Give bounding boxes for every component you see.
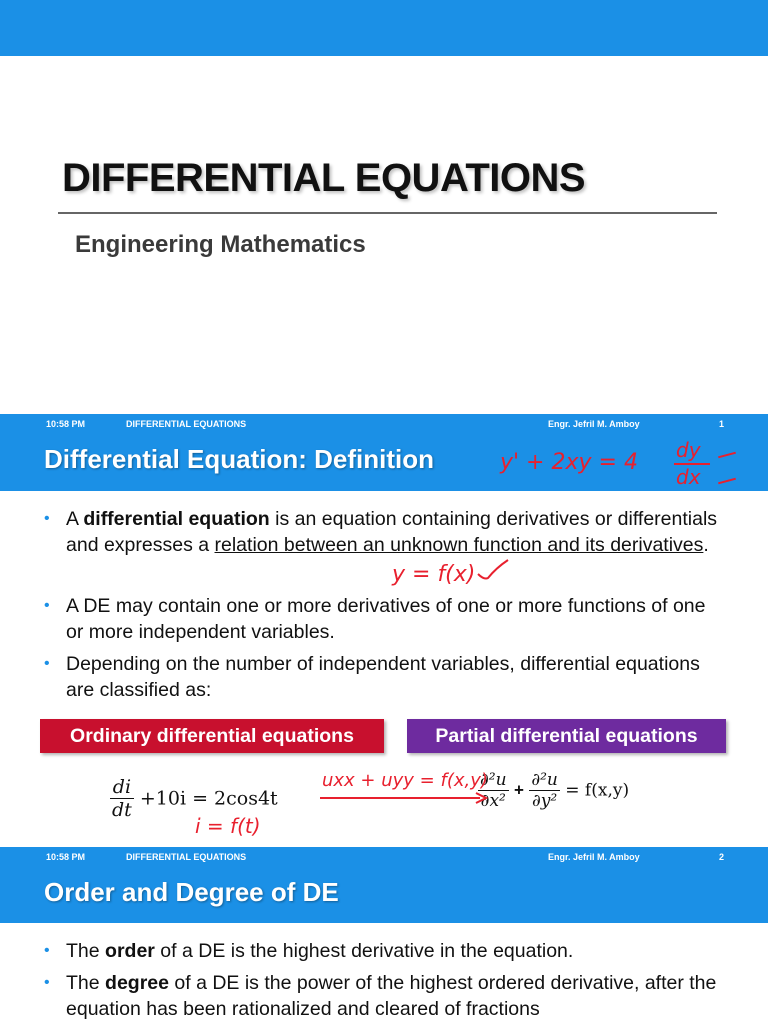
bullet-classification: • Depending on the number of independent variables, differential equations are classified as: xyxy=(44,653,700,701)
slide-subtitle: Engineering Mathematics xyxy=(75,231,366,258)
slide-meta-bar xyxy=(0,414,768,434)
handwritten-arrow-head-icon xyxy=(474,791,488,805)
meta-time: 10:58 PM xyxy=(46,852,86,862)
handwritten-example-de: y' + 2xy = 4 xyxy=(500,450,638,475)
bullet-order: • The order of a DE is the highest derivative in the equation. xyxy=(44,940,574,962)
meta-course: DIFFERENTIAL EQUATIONS xyxy=(126,419,247,429)
bullet-text: A differential equation is an equation containing derivatives or differentials and expresses a relation between an unknown function and its derivatives. xyxy=(66,508,718,556)
handwritten-pde-note: uxx + uyy = f(x,y) xyxy=(322,770,488,791)
title-divider xyxy=(58,212,717,214)
handwritten-dx: dx xyxy=(676,465,701,489)
meta-author: Engr. Jefril M. Amboy xyxy=(548,852,640,862)
handwritten-i-equals-ft: i = f(t) xyxy=(195,814,261,838)
pde-label-box: Partial differential equations xyxy=(407,719,726,753)
title-slide-top-bar xyxy=(0,0,768,56)
slide-meta-bar xyxy=(0,847,768,867)
meta-time: 10:58 PM xyxy=(46,419,86,429)
pde-fraction-2: $\frac{\text{∂²u}}{\text{∂y²}}$ xyxy=(531,770,558,811)
meta-course: DIFFERENTIAL EQUATIONS xyxy=(126,852,247,862)
pde-fraction-1: $\frac{\text{∂²u}}{\text{∂x²}}$ xyxy=(480,770,507,811)
ode-equation: $\frac{di}{dt}$ +10i = 2cos4t xyxy=(112,776,278,821)
slide-heading: Differential Equation: Definition xyxy=(44,444,434,474)
ode-derivative-fraction: $\frac{di}{dt}$ xyxy=(112,776,132,821)
handwritten-dy: dy xyxy=(676,438,701,462)
meta-page-number: 1 xyxy=(719,419,725,429)
meta-author: Engr. Jefril M. Amboy xyxy=(548,419,640,429)
bullet-degree: • The degree of a DE is the power of the highest ordered derivative, after the equation has been rationalized and cleared of fractions xyxy=(44,972,717,1020)
handwritten-y-equals-fx: y = f(x) xyxy=(392,562,476,587)
handwritten-check-icon xyxy=(476,558,510,582)
meta-page-number: 2 xyxy=(719,852,725,862)
handwritten-arrow-line xyxy=(320,797,480,799)
bullet-de-contents: • A DE may contain one or more derivatives of one or more functions of one or more independent variables. xyxy=(44,595,706,643)
slide-heading: Order and Degree of DE xyxy=(44,877,339,907)
pde-equation: $\frac{\text{∂²u}}{\text{∂x²}}$ + $\frac{\text{∂²u}}{\text{∂y²}}$ = f(x,y) xyxy=(480,770,630,811)
ode-label-box: Ordinary differential equations xyxy=(40,719,384,753)
slide-title: DIFFERENTIAL EQUATIONS xyxy=(62,156,586,200)
bullet-dot: • xyxy=(44,510,50,527)
